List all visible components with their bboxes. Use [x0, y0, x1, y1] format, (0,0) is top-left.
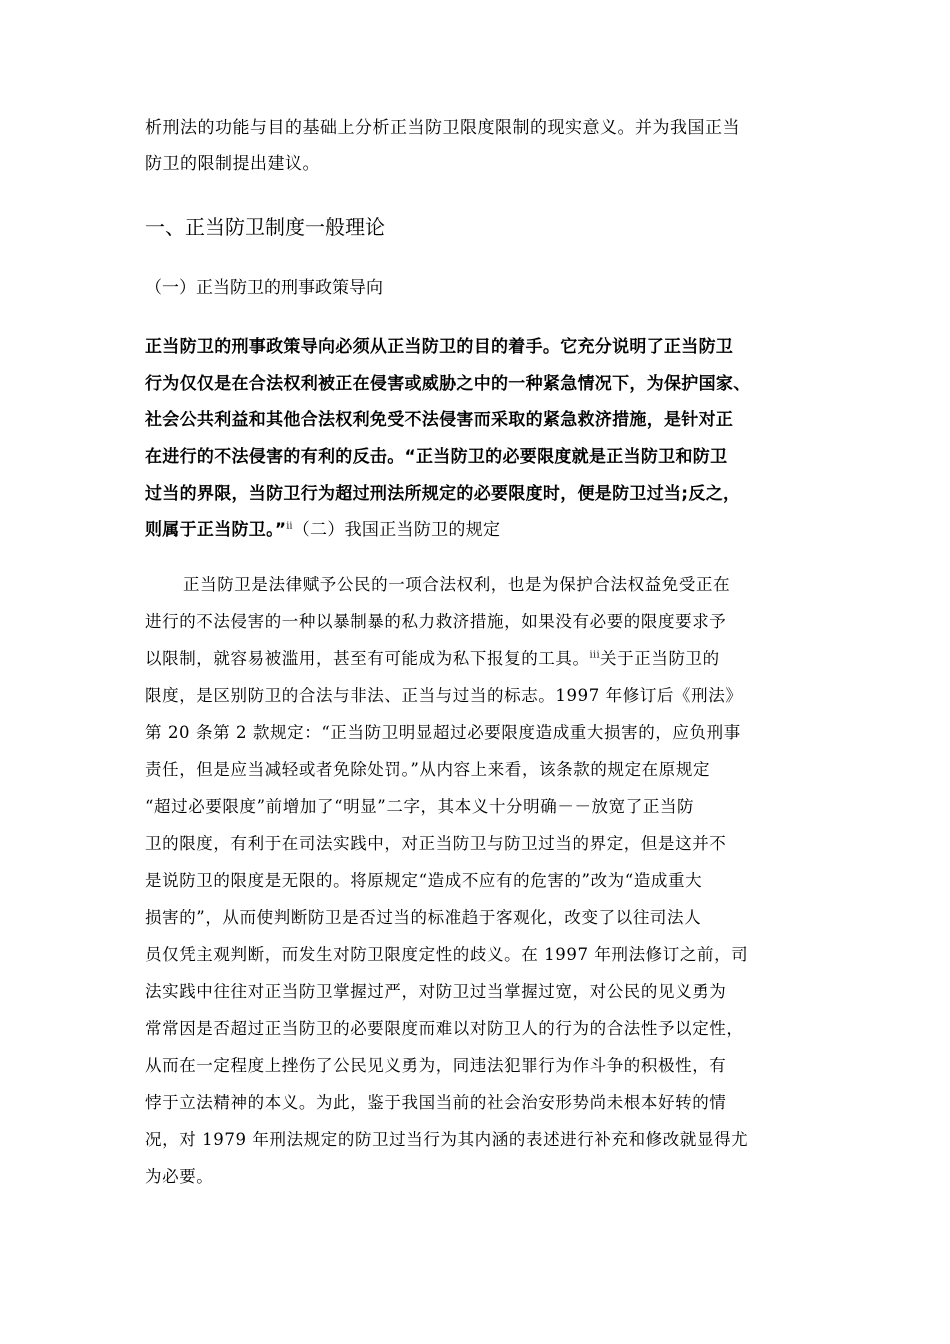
- bold-paragraph-line-4: 在进行的不法侵害的有利的反击。“正当防卫的必要限度就是正当防卫和防卫: [145, 447, 728, 467]
- body-line-10: 损害的”，从而使判断防卫是否过当的标准趋于客观化，改变了以往司法人: [145, 908, 702, 927]
- bold-paragraph-line-2: 行为仅仅是在合法权利被正在侵害或威胁之中的一种紧急情况下，为保护国家、: [145, 374, 751, 394]
- body-line-3-tail: 关于正当防卫的: [600, 649, 720, 668]
- body-line-1: 正当防卫是法律赋予公民的一项合法权利，也是为保护合法权益免受正在: [183, 575, 731, 594]
- footnote-ref-ii[interactable]: ii: [286, 521, 293, 532]
- body-line-5: 第 20 条第 2 款规定：“正当防卫明显超过必要限度造成重大损害的，应负刑事: [145, 723, 741, 742]
- body-line-2: 进行的不法侵害的一种以暴制暴的私力救济措施，如果没有必要的限度要求予: [145, 612, 727, 631]
- inline-subsection-heading: （二）我国正当防卫的规定: [292, 520, 501, 540]
- bold-paragraph-last-text: 则属于正当防卫。”: [145, 520, 287, 540]
- footnote-ref-iii[interactable]: iii: [589, 650, 601, 661]
- body-line-13: 常常因是否超过正当防卫的必要限度而难以对防卫人的行为的合法性予以定性，: [145, 1019, 744, 1038]
- body-line-17: 为必要。: [145, 1167, 214, 1186]
- body-line-15: 悖于立法精神的本义。为此，鉴于我国当前的社会治安形势尚未根本好转的情: [145, 1093, 727, 1112]
- bold-paragraph-line-5: 过当的界限，当防卫行为超过刑法所规定的必要限度时，便是防卫过当;反之，: [145, 484, 741, 504]
- body-line-8: 卫的限度，有利于在司法实践中，对正当防卫与防卫过当的界定，但是这并不: [145, 834, 727, 853]
- body-line-11: 员仅凭主观判断，而发生对防卫限度定性的歧义。在 1997 年刑法修订之前，司: [145, 945, 749, 964]
- body-line-7: “超过必要限度”前增加了“明显”二字，其本义十分明确－－放宽了正当防: [145, 797, 695, 816]
- intro-line-2: 防卫的限制提出建议。: [145, 154, 320, 174]
- section-heading: 一、正当防卫制度一般理论: [145, 215, 385, 239]
- bold-paragraph-line-3: 社会公共利益和其他合法权利免受不法侵害而采取的紧急救济措施，是针对正: [145, 410, 734, 430]
- subsection-heading: （一）正当防卫的刑事政策导向: [145, 278, 383, 298]
- body-line-16: 况，对 1979 年刑法规定的防卫过当行为其内涵的表述进行补充和修改就显得尤: [145, 1130, 749, 1149]
- bold-paragraph-line-1: 正当防卫的刑事政策导向必须从正当防卫的目的着手。它充分说明了正当防卫: [145, 337, 734, 357]
- body-line-14: 从而在一定程度上挫伤了公民见义勇为，同违法犯罪行为作斗争的积极性，有: [145, 1056, 727, 1075]
- body-line-9: 是说防卫的限度是无限的。将原规定“造成不应有的危害的”改为“造成重大: [145, 871, 703, 890]
- body-line-4: 限度，是区别防卫的合法与非法、正当与过当的标志。1997 年修订后《刑法》: [145, 686, 743, 705]
- body-line-12: 法实践中往往对正当防卫掌握过严，对防卫过当掌握过宽，对公民的见义勇为: [145, 982, 727, 1001]
- body-line-3-text: 以限制，就容易被滥用，甚至有可能成为私下报复的工具。: [145, 649, 590, 668]
- body-line-6: 责任，但是应当减轻或者免除处罚。”从内容上来看，该条款的规定在原规定: [145, 760, 711, 779]
- body-line-3: [145, 648, 720, 670]
- bold-paragraph-line-6: [145, 519, 500, 541]
- intro-line-1: 析刑法的功能与目的基础上分析正当防卫限度限制的现实意义。并为我国正当: [145, 118, 740, 138]
